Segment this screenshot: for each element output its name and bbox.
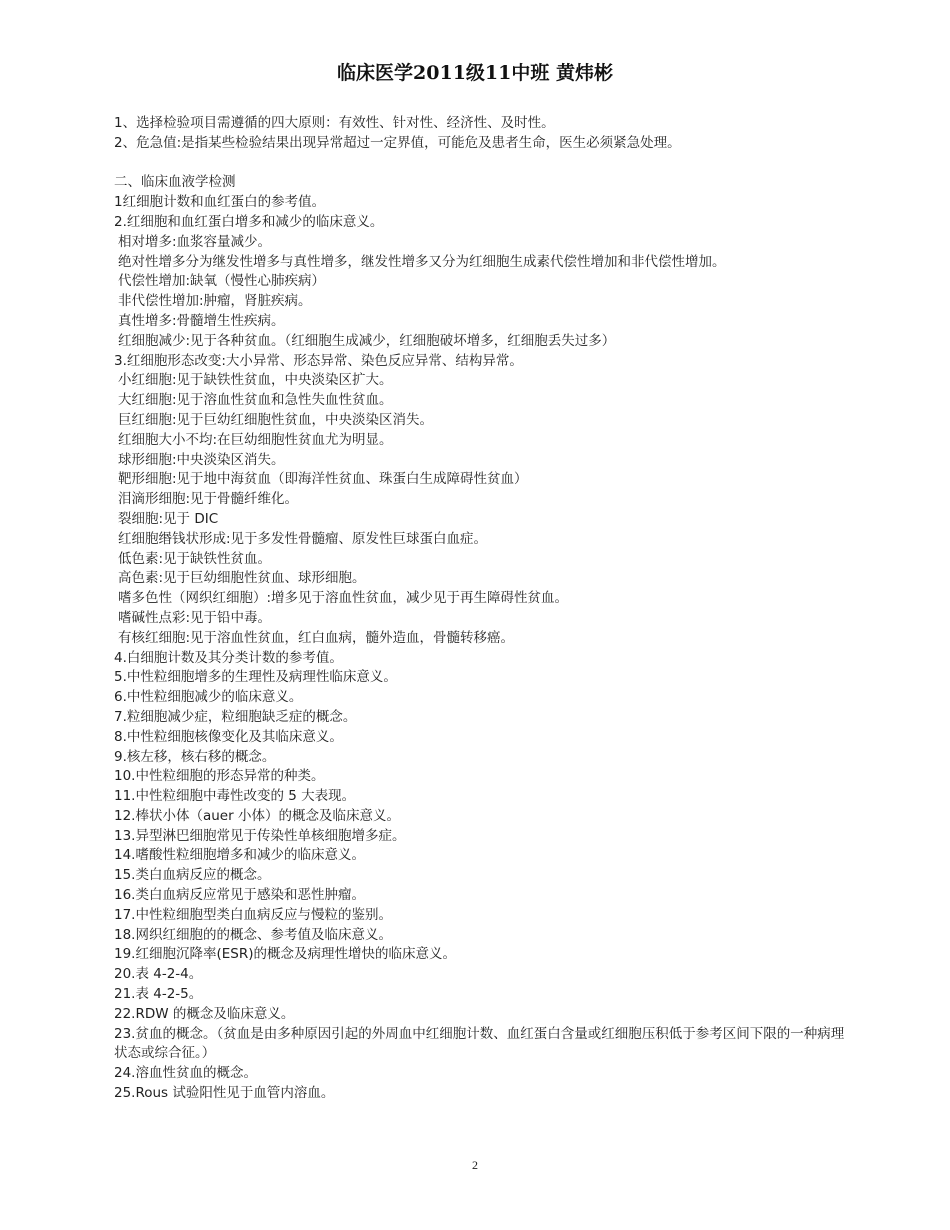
list-item: 6.中性粒细胞减少的临床意义。 [114, 689, 303, 706]
list-item: 23.贫血的概念。（贫血是由多种原因引起的外周血中红细胞计数、血红蛋白含量或红细胞压积低于参考区间下限的一种病理状态或综合征。） [114, 1025, 845, 1062]
list-item: 绝对性增多分为继发性增多与真性增多，继发性增多又分为红细胞生成素代偿性增加和非代偿性增加。 [118, 253, 726, 270]
list-item: 高色素:见于巨幼细胞性贫血、球形细胞。 [118, 570, 366, 587]
page-title: 临床医学2011级11中班 黄炜彬 [337, 62, 613, 84]
list-item: 真性增多:骨髓增生性疾病。 [118, 312, 285, 329]
list-item: 红细胞缗钱状形成:见于多发性骨髓瘤、原发性巨球蛋白血症。 [118, 530, 488, 547]
intro-line: 2、危急值:是指某些检验结果出现异常超过一定界值，可能危及患者生命，医生必须紧急处理。 [114, 134, 681, 151]
list-item: 1红细胞计数和血红蛋白的参考值。 [114, 194, 326, 211]
list-item: 10.中性粒细胞的形态异常的种类。 [114, 768, 325, 785]
list-item: 8.中性粒细胞核像变化及其临床意义。 [114, 728, 343, 745]
list-item: 裂细胞:见于 DIC [118, 510, 219, 527]
list-item: 有核红细胞:见于溶血性贫血，红白血病，髓外造血，骨髓转移癌。 [118, 629, 515, 646]
list-item: 大红细胞:见于溶血性贫血和急性失血性贫血。 [118, 392, 393, 409]
list-item: 5.中性粒细胞增多的生理性及病理性临床意义。 [114, 669, 397, 686]
list-item: 21.表 4-2-5。 [114, 986, 203, 1003]
list-item: 2.红细胞和血红蛋白增多和减少的临床意义。 [114, 213, 384, 230]
list-item: 靶形细胞:见于地中海贫血（即海洋性贫血、珠蛋白生成障碍性贫血） [118, 471, 528, 488]
list-item: 24.溶血性贫血的概念。 [114, 1065, 257, 1082]
list-item: 代偿性增加:缺氧（慢性心肺疾病） [118, 273, 326, 290]
paragraph-gap [114, 154, 849, 174]
list-item: 9.核左移，核右移的概念。 [114, 748, 276, 765]
list-item: 15.类白血病反应的概念。 [114, 867, 271, 884]
page-number: 2 [472, 1158, 478, 1172]
list-item: 低色素:见于缺铁性贫血。 [118, 550, 272, 567]
list-item: 球形细胞:中央淡染区消失。 [118, 451, 285, 468]
list-item: 小红细胞:见于缺铁性贫血，中央淡染区扩大。 [118, 372, 393, 389]
list-item: 非代偿性增加:肿瘤，肾脏疾病。 [118, 293, 312, 310]
list-item: 17.中性粒细胞型类白血病反应与慢粒的鉴别。 [114, 906, 392, 923]
list-item: 泪滴形细胞:见于骨髓纤维化。 [118, 491, 299, 508]
list-item: 7.粒细胞减少症，粒细胞缺乏症的概念。 [114, 708, 357, 725]
list-item: 12.棒状小体（auer 小体）的概念及临床意义。 [114, 807, 400, 824]
list-item: 19.红细胞沉降率(ESR)的概念及病理性增快的临床意义。 [114, 946, 456, 963]
list-item: 20.表 4-2-4。 [114, 966, 203, 983]
list-item: 11.中性粒细胞中毒性改变的 5 大表现。 [114, 788, 356, 805]
list-item: 14.嗜酸性粒细胞增多和减少的临床意义。 [114, 847, 365, 864]
section-heading: 二、临床血液学检测 [114, 174, 236, 191]
list-item: 嗜多色性（网织红细胞）:增多见于溶血性贫血，减少见于再生障碍性贫血。 [118, 590, 569, 607]
list-item: 18.网织红细胞的的概念、参考值及临床意义。 [114, 926, 392, 943]
list-item: 红细胞大小不均:在巨幼细胞性贫血尤为明显。 [118, 431, 393, 448]
item-list [114, 193, 849, 1104]
document-body [114, 114, 849, 1104]
list-item: 相对增多:血浆容量减少。 [118, 233, 272, 250]
list-item: 16.类白血病反应常见于感染和恶性肿瘤。 [114, 887, 365, 904]
list-item: 13.异型淋巴细胞常见于传染性单核细胞增多症。 [114, 827, 406, 844]
list-item: 4.白细胞计数及其分类计数的参考值。 [114, 649, 343, 666]
list-item: 25.Rous 试验阳性见于血管内溶血。 [114, 1085, 335, 1102]
list-item: 3.红细胞形态改变:大小异常、形态异常、染色反应异常、结构异常。 [114, 352, 523, 369]
list-item: 嗜碱性点彩:见于铅中毒。 [118, 609, 272, 626]
list-item: 红细胞减少:见于各种贫血。（红细胞生成减少，红细胞破坏增多，红细胞丢失过多） [118, 332, 616, 349]
list-item: 巨红细胞:见于巨幼红细胞性贫血，中央淡染区消失。 [118, 411, 434, 428]
intro-line: 1、选择检验项目需遵循的四大原则：有效性、针对性、经济性、及时性。 [114, 115, 555, 131]
list-item: 22.RDW 的概念及临床意义。 [114, 1005, 295, 1022]
